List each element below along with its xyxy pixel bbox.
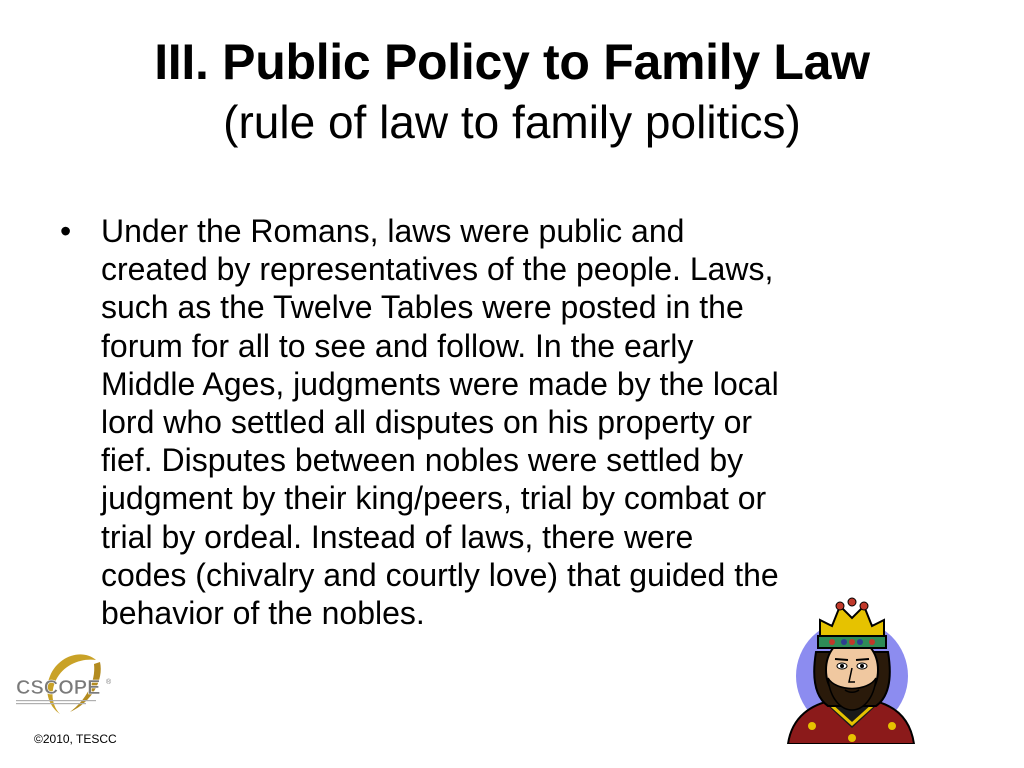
body-line: codes (chivalry and courtly love) that guided the bbox=[101, 556, 779, 593]
slide-title-block bbox=[0, 32, 1024, 152]
body-line: judgment by their king/peers, trial by combat or bbox=[101, 480, 767, 517]
body-line: lord who settled all disputes on his property or bbox=[101, 404, 753, 441]
slide-title: III. Public Policy to Family Law bbox=[154, 34, 870, 90]
bullet-list bbox=[60, 212, 960, 632]
bullet-dot: • bbox=[60, 213, 72, 249]
bullet-text bbox=[101, 212, 960, 632]
king-icon bbox=[782, 596, 916, 744]
body-line: behavior of the nobles. bbox=[101, 595, 425, 632]
copyright-text: ©2010, TESCC bbox=[34, 732, 117, 746]
slide-subtitle: (rule of law to family politics) bbox=[223, 96, 801, 148]
body-line: forum for all to see and follow. In the early bbox=[101, 327, 694, 364]
body-line: Middle Ages, judgments were made by the local bbox=[101, 365, 779, 402]
cscope-logo-icon bbox=[12, 650, 122, 726]
body-line: such as the Twelve Tables were posted in the bbox=[101, 289, 744, 326]
body-line: Under the Romans, laws were public and bbox=[101, 213, 685, 249]
king-clipart bbox=[782, 596, 916, 744]
body-line: created by representatives of the people. Laws, bbox=[101, 251, 774, 288]
body-line: fief. Disputes between nobles were settled by bbox=[101, 442, 744, 479]
cscope-logo bbox=[12, 650, 122, 726]
list-item bbox=[60, 212, 960, 632]
logo-text: CSCOPE bbox=[16, 677, 101, 699]
body-line: trial by ordeal. Instead of laws, there were bbox=[101, 518, 694, 555]
logo-registered: ® bbox=[106, 679, 112, 686]
